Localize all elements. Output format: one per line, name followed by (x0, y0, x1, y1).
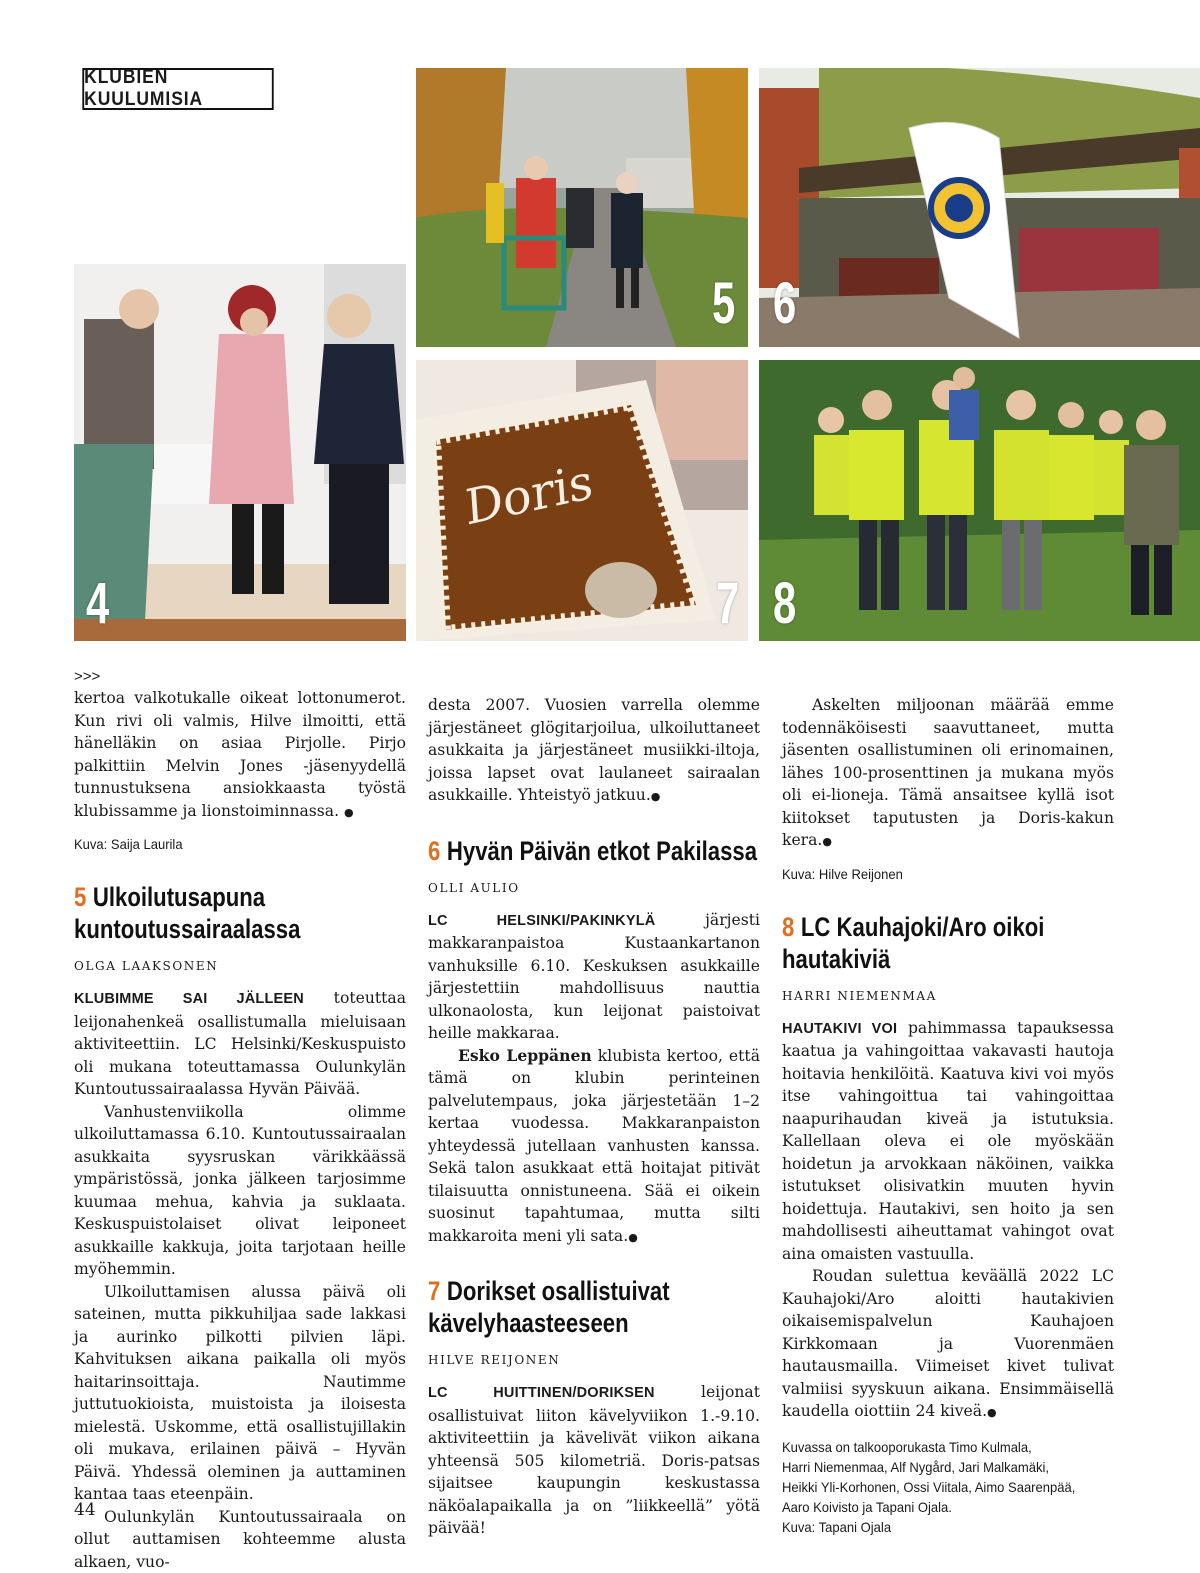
cake-icing-text: Doris (463, 454, 594, 537)
photo-caption-8 (782, 1437, 1112, 1537)
article-5-paragraph-1: KLUBIMME SAI JÄLLEEN toteuttaa leijonahenkeä osallistumalla mieluisaan aktiviteettiin. LC Helsinki/Keskuspuisto oli mukana toteuttamassa Oulunkylän Kuntoutussairaalassa Hyvän Päivää. (74, 987, 406, 1101)
article-8-title: 8 LC Kauhajoki/Aro oikoi hautakiviä (782, 911, 1114, 975)
photo-number-6: 6 (773, 275, 796, 333)
photo-4-ceremony (74, 264, 406, 641)
photo-number-7: 7 (716, 575, 739, 633)
photo-7-doris-cake (416, 360, 748, 641)
photo-8-team (759, 360, 1200, 641)
article-5-byline: OLGA LAAKSONEN (74, 959, 406, 973)
column-1 (74, 668, 406, 1573)
article-6-byline: OLLI AULIO (428, 881, 760, 895)
article-7-lead: LC HUITTINEN/DORIKSEN (428, 1385, 655, 1401)
article-7-title: 7 Dorikset osallistuivat kävelyhaasteeseen (428, 1275, 760, 1339)
article-8-byline: HARRI NIEMENMAA (782, 989, 1114, 1003)
caption-line: Kuva: Tapani Ojala (782, 1517, 1112, 1537)
article-5-paragraph-3: Ulkoiluttamisen alussa päivä oli sateinen, mutta pikkuhiljaa sade lakkasi ja aurinko pilkotti pilvien läpi. Kahvituksen aikana paikalla oli myös haitarinsoittaja. Nautimme juttutuokioista, muistoista ja iloisesta mielestä. Uskomme, että osallistujillakin oli mukava, erilainen päivä – Hyvän Päivä. Yhdessä oleminen ja auttaminen kantaa taas eteenpäin. (74, 1281, 406, 1506)
article-6-paragraph-1: LC HELSINKI/PAKINKYLÄ järjesti makkaranpaistoa Kustaankartanon vanhuksille 6.10. Keskuksen asukkaille järjestettiin mahdollisuus nauttia ulkonaolosta, kun leijonat paistoivat heille makkaraa. (428, 909, 760, 1045)
photo-caption-4: Kuva: Saija Laurila (74, 834, 404, 855)
caption-line: Kuvassa on talkooporukasta Timo Kulmala, (782, 1437, 1112, 1457)
caption-line: Aaro Koivisto ja Tapani Ojala. (782, 1497, 1112, 1517)
end-mark: ● (344, 806, 354, 819)
article-6-paragraph-2: Esko Leppänen klubista kertoo, että tämä on klubin perinteinen palvelutempaus, joka järjestetään 1–2 kertaa vuodessa. Makkaranpaiston yhteydessä jutellaan vanhusten kanssa. Sekä talon asukkaat että hoitajat pitivät tilaisuutta onnistuneena. Sää ei oikein suosinut tapahtumaa, mutta silti makkaroita meni yli sata.● (428, 1045, 760, 1250)
page-number: 44 (74, 1500, 96, 1520)
article-8-paragraph-2: Roudan sulettua keväällä 2022 LC Kauhajoki/Aro aloitti hautakivien oikaisemispalvelun Kauhajoen Kirkkomaan ja Vuorenmäen hautausmailla. Viimeiset kivet tulivat valmiisi syyskuun aikana. Ensimmäisellä kaudella oiottiin 24 kiveä.● (782, 1265, 1114, 1425)
article-5-lead: KLUBIMME SAI JÄLLEEN (74, 991, 304, 1007)
article-7-number: 7 (428, 1276, 440, 1306)
end-mark: ● (628, 1231, 638, 1244)
caption-line: Harri Niemenmaa, Alf Nygård, Jari Malkamäki, (782, 1457, 1112, 1477)
article-5-paragraph-4: Oulunkylän Kuntoutussairaala on ollut auttamisen kohteemme alusta alkaen, vuo- (74, 1506, 406, 1573)
article-7-paragraph-1: LC HUITTINEN/DORIKSEN leijonat osallistuivat liiton kävelyviikon 1.-9.10. aktiviteettiin ja kävelivät viikon aikana yhteensä 505 kilometriä. Doris-patsas sijaitsee kaupungin keskustassa näköalapaikalla ja on ”liikkeellä” yötä päivää! (428, 1381, 760, 1540)
continue-marker: >>> (74, 668, 406, 685)
photo-number-5: 5 (712, 275, 735, 333)
article-8-lead: HAUTAKIVI VOI (782, 1021, 897, 1037)
article-8-number: 8 (782, 912, 794, 942)
article-6-lead: LC HELSINKI/PAKINKYLÄ (428, 913, 655, 929)
article-5-paragraph-2: Vanhustenviikolla olimme ulkoiluttamassa 6.10. Kuntoutussairaalan asukkaita syysruskan värikkäässä ympäristössä, jonka jälkeen tarjosimme kuumaa mehua, kahvia ja suklaata. Keskuspuistolaiset olivat leiponeet asukkaille kakkuja, joita tarjotaan heille myöhemmin. (74, 1101, 406, 1281)
photo-6-shelter (759, 68, 1200, 347)
article-5-ending: desta 2007. Vuosien varrella olemme järjestäneet glögitarjoilua, ulkoiluttaneet asukkaita ja järjestäneet musiikki-iltoja, joissa lapset ovat laulaneet sairaalan asukkaille. Yhteistyö jatkuu.● (428, 694, 760, 809)
article-7-byline: HILVE REIJONEN (428, 1353, 760, 1367)
article-6-number: 6 (428, 836, 440, 866)
photo-number-4: 4 (86, 575, 109, 633)
photo-caption-7: Kuva: Hilve Reijonen (782, 864, 1112, 885)
article-8-paragraph-1: HAUTAKIVI VOI pahimmassa tapauksessa kaatua ja vahingoittaa vakavasti hautoja hoitavia henkilöitä. Kaatuva kivi voi myös itse vahingoittua tai vahingoittaa naapurihaudan kiveä ja istutuksia. Kallellaan oleva ei ole myöskään hoidetun ja arvokkaan näköinen, vaikka istutukset olisivatkin muuten hyvin hoidettuja. Hautakivi, sen hoito ja sen mahdollisesti aiheuttamat vahingot ovat aina omaisten vastuulla. (782, 1017, 1114, 1266)
caption-line: Heikki Yli-Korhonen, Ossi Viitala, Aimo Saarenpää, (782, 1477, 1112, 1497)
end-mark: ● (822, 835, 832, 848)
article-4-ending: kertoa valkotukalle oikeat lottonumerot. Kun rivi oli valmis, Hilve ilmoitti, että hänelläkin on asiaa Pirjolle. Pirjo palkittiin Melvin Jones -jäsenyydellä tunnustuksena ansiokkaasta työstä klubissamme ja lionstoiminnassa. ● (74, 687, 406, 824)
end-mark: ● (987, 1406, 997, 1419)
article-6-title: 6 Hyvän Päivän etkot Pakilassa (428, 835, 760, 867)
photo-5-walkers (416, 68, 748, 347)
section-tag: KLUBIEN KUULUMISIA (82, 68, 273, 110)
article-5-title: 5 Ulkoilutusapuna kuntoutussairaalassa (74, 881, 406, 945)
column-3 (782, 694, 1114, 1537)
article-7-ending: Askelten miljoonan määrää emme todennäköisesti saavuttaneet, mutta jäsenten osallistuminen oli erinomainen, lähes 100-prosenttinen ja mukana myös oli ei-lioneja. Tämä ansaitsee kyllä isot kiitokset taputusten ja Doris-kakun kera.● (782, 694, 1114, 854)
article-5-number: 5 (74, 882, 86, 912)
photo-number-8: 8 (773, 575, 796, 633)
column-2 (428, 694, 760, 1540)
article-6-person-name: Esko Leppänen (458, 1046, 592, 1065)
end-mark: ● (651, 790, 661, 803)
